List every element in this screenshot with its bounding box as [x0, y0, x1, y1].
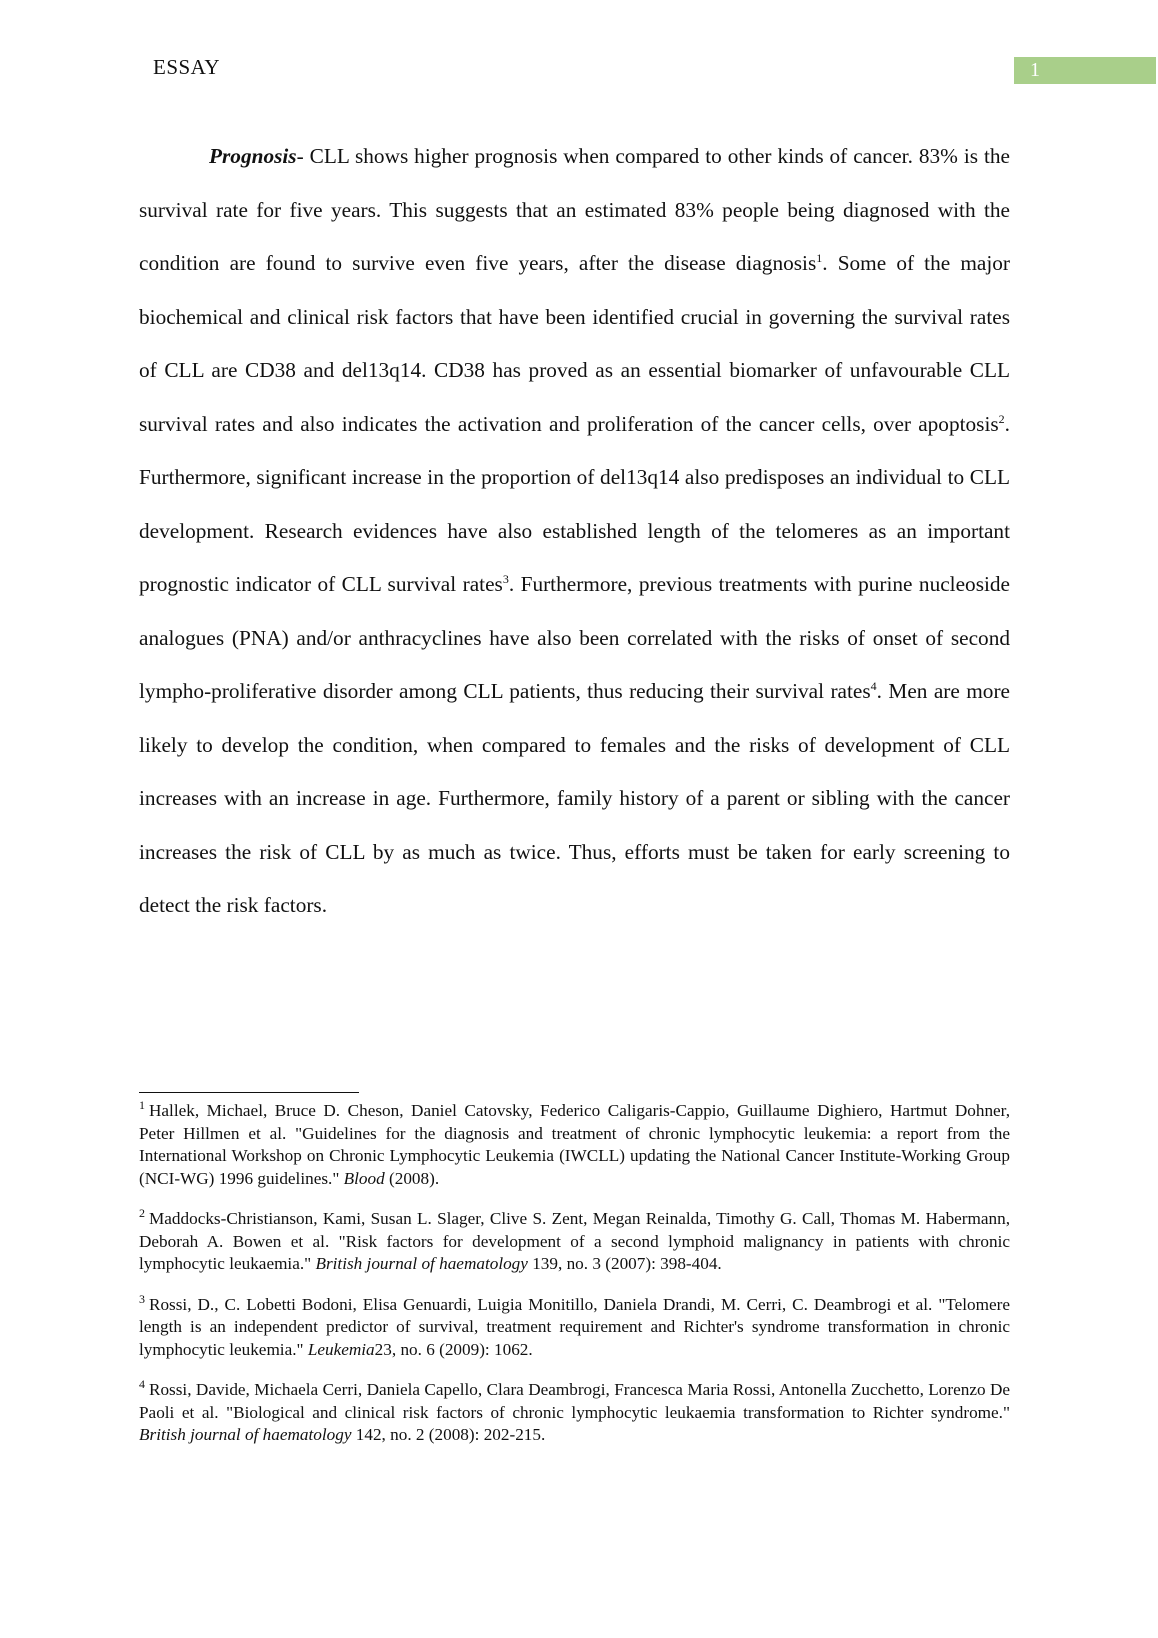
- footnote-tail: 23, no. 6 (2009): 1062.: [374, 1339, 533, 1359]
- footnote-number: 2: [139, 1206, 145, 1221]
- header-title: ESSAY: [153, 55, 221, 79]
- footnote: [139, 1100, 1010, 1190]
- footnote-number: 4: [139, 1377, 145, 1392]
- body-sentence: . Men are more likely to develop the condition, when compared to females and the risks of development of CLL increases with an increase in age. Furthermore, family history of a parent or sibling with the cancer increases the risk of CLL by as much as twice. Thus, efforts must be taken for early screening to detect the risk factors.: [139, 679, 1011, 917]
- body-sentence: . Some of the major biochemical and clinical risk factors that have been identified crucial in governing the survival rates of CLL are CD38 and del13q14. CD38 has proved as an essential biomarker of unfavourable CLL survival rates and also indicates the activation and proliferation of the cancer cells, over apoptosis: [139, 251, 1010, 436]
- footnotes-section: [139, 1100, 1010, 1465]
- footnote-text: Rossi, Davide, Michaela Cerri, Daniela Capello, Clara Deambrogi, Francesca Maria Rossi, Antonella Zucchetto, Lorenzo De Paoli et al. "Biological and clinical risk factors of chronic lymphocytic leukaemia transformation to Richter syndrome.": [139, 1380, 1010, 1422]
- footnote-journal: British journal of haematology: [139, 1425, 352, 1444]
- body-sentence: - CLL shows higher prognosis when compared to other kinds of cancer. 83% is the survival rate for five years. This suggests that an estimated 83% people being diagnosed with the condition are found to survive even five years, after the disease diagnosis: [139, 144, 1010, 275]
- footnote-ref[interactable]: 2: [998, 411, 1005, 426]
- footnote-tail: 139, no. 3 (2007): 398-404.: [527, 1254, 722, 1273]
- footnote-journal: Leukemia: [307, 1339, 375, 1359]
- footnote-journal: British journal of haematology: [315, 1254, 528, 1273]
- footnote-journal: Blood: [343, 1168, 385, 1188]
- page-number: 1: [1014, 57, 1156, 84]
- footnote-number: 3: [139, 1291, 145, 1306]
- footnote-text: Hallek, Michael, Bruce D. Cheson, Daniel Catovsky, Federico Caligaris-Cappio, Guillaume Dighiero, Hartmut Dohner, Peter Hillmen et al. "Guidelines for the diagnosis and treatment of chronic lymphocytic leukemia: a report from the International Workshop on Chronic Lymphocytic Leukemia (IWCLL) updating the National Cancer Institute-Working Group (NCI-WG) 1996 guidelines.": [139, 1101, 1010, 1188]
- body-sentence: . Furthermore, previous treatments with purine nucleoside analogues (PNA) and/or anthracyclines have also been correlated with the risks of onset of second lympho-proliferative disorder among CLL patients, thus reducing their survival rates: [139, 572, 1010, 703]
- footnote: [139, 1291, 1010, 1362]
- footnote-ref[interactable]: 1: [816, 250, 823, 265]
- footnote: [139, 1379, 1010, 1447]
- paragraph-lead: Prognosis: [209, 144, 297, 168]
- footnote-ref[interactable]: 3: [502, 571, 509, 586]
- footnote-tail: (2008).: [384, 1168, 440, 1188]
- body-paragraph: [139, 130, 1010, 933]
- footnote: [139, 1208, 1010, 1276]
- footnote-number: 1: [139, 1098, 145, 1113]
- footnote-tail: 142, no. 2 (2008): 202-215.: [351, 1425, 546, 1444]
- footnote-ref[interactable]: 4: [870, 678, 877, 693]
- body-sentence: . Furthermore, significant increase in the proportion of del13q14 also predisposes an individual to CLL development. Research evidences have also established length of the telomeres as an important prognostic indicator of CLL survival rates: [139, 411, 1010, 596]
- footnote-separator: [139, 1092, 359, 1093]
- footnote-text: Rossi, D., C. Lobetti Bodoni, Elisa Genuardi, Luigia Monitillo, Daniela Drandi, M. Cerri, C. Deambrogi et al. "Telomere length is an independent predictor of survival, treatment requirement and Richter's syndrome transformation in chronic lymphocytic leukemia.": [139, 1294, 1010, 1359]
- footnote-text: Maddocks-Christianson, Kami, Susan L. Slager, Clive S. Zent, Megan Reinalda, Timothy G. Call, Thomas M. Habermann, Deborah A. Bowen et al. "Risk factors for development of a second lymphoid malignancy in patients with chronic lymphocytic leukaemia.": [139, 1209, 1010, 1273]
